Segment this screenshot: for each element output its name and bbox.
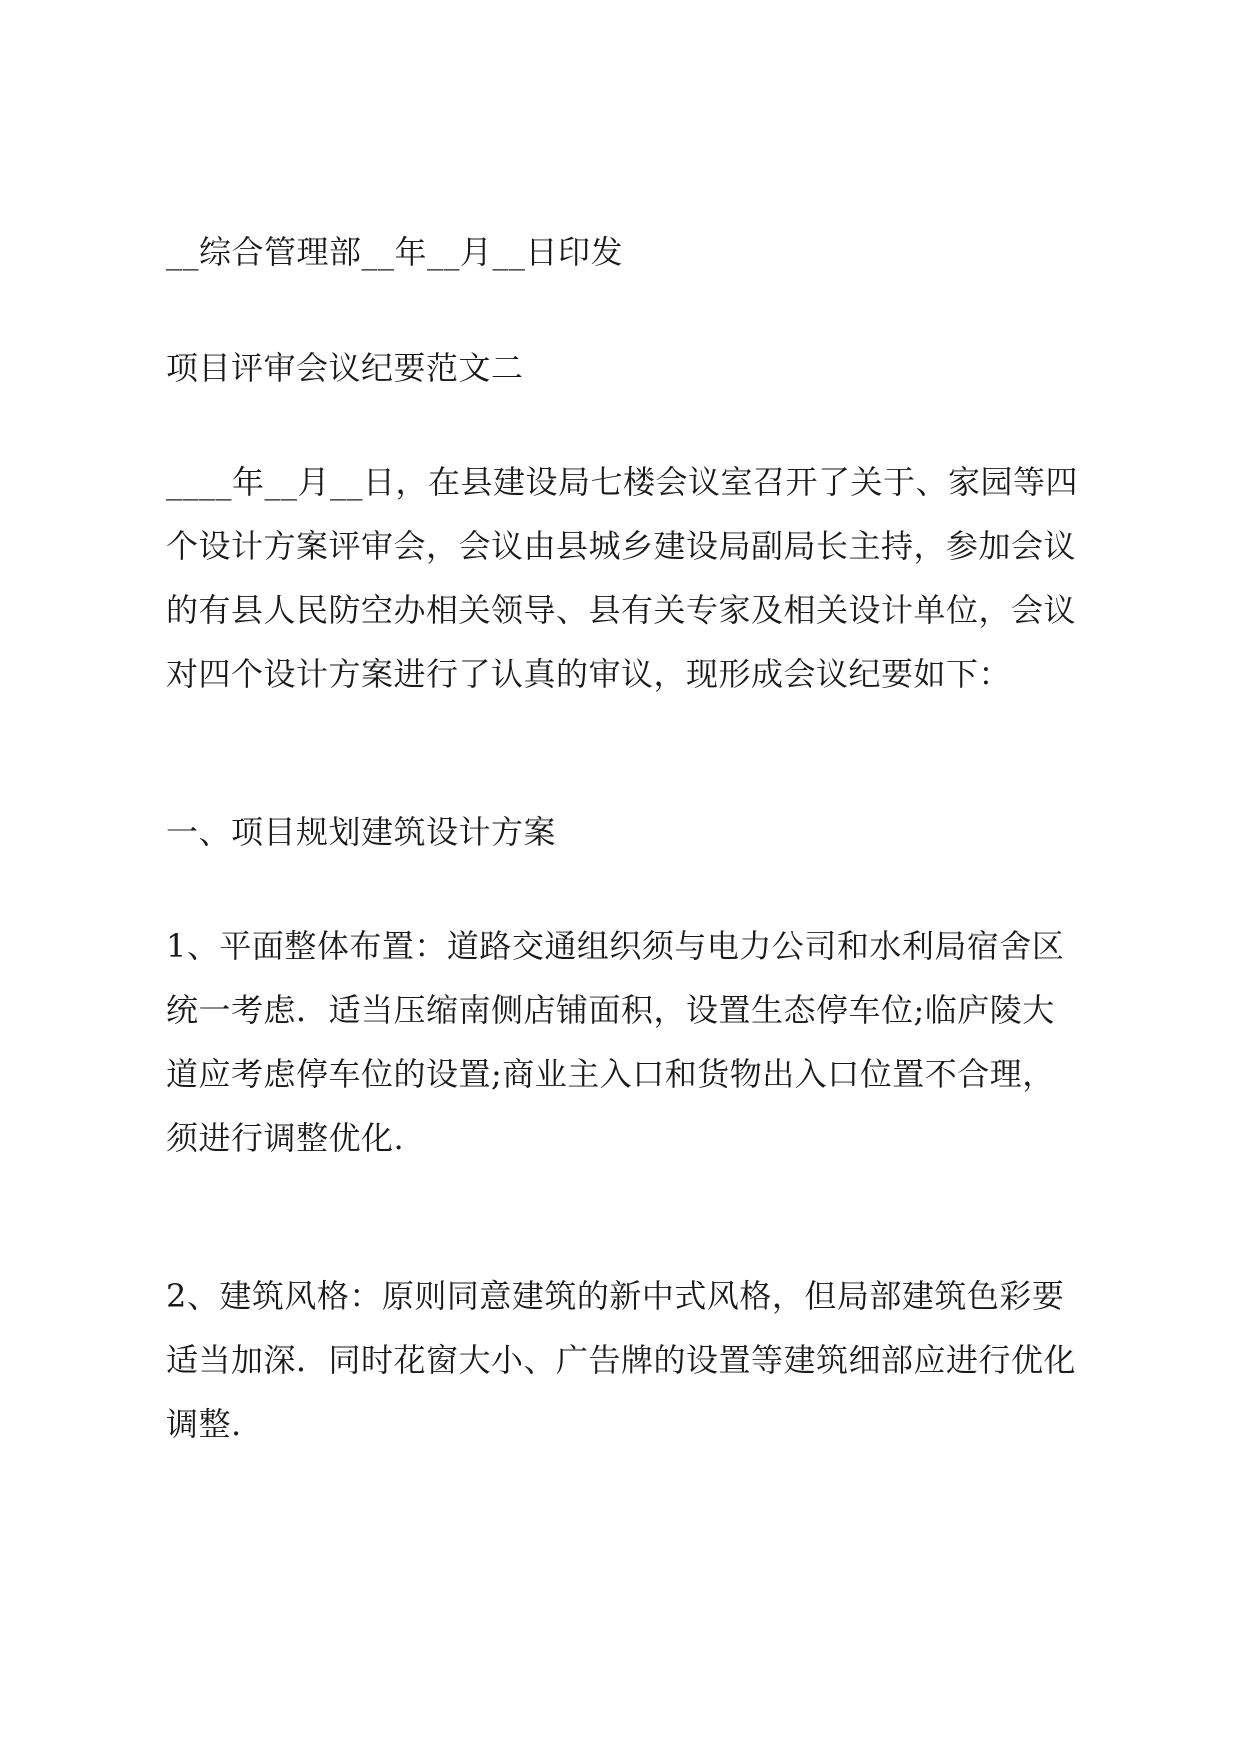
item-1-line: 1、平面整体布置：道路交通组织须与电力公司和水利局宿舍区 (166, 927, 1065, 965)
item-1-line: 道应考虑停车位的设置;商业主入口和货物出入口位置不合理， (166, 1055, 1055, 1093)
item-2-line: 适当加深．同时花窗大小、广告牌的设置等建筑细部应进行优化 (166, 1341, 1077, 1379)
item-2-line: 调整. (166, 1405, 242, 1443)
intro-line: ____年__月__日，在县建设局七楼会议室召开了关于、家园等四 (166, 463, 1079, 501)
item-1-line: 统一考虑．适当压缩南侧店铺面积，设置生态停车位;临庐陵大 (166, 991, 1055, 1029)
issue-line: __综合管理部__年__月__日印发 (166, 233, 624, 271)
item-2-paragraph (166, 1276, 1106, 1468)
item-2-line: 2、建筑风格：原则同意建筑的新中式风格，但局部建筑色彩要 (166, 1277, 1065, 1315)
item-1-line: 须进行调整优化. (166, 1119, 405, 1157)
section-title: 项目评审会议纪要范文二 (166, 349, 524, 387)
heading-1: 一、项目规划建筑设计方案 (166, 813, 557, 851)
intro-line: 的有县人民防空办相关领导、县有关专家及相关设计单位，会议 (166, 591, 1077, 629)
intro-line: 对四个设计方案进行了认真的审议，现形成会议纪要如下： (166, 655, 1012, 693)
intro-line: 个设计方案评审会，会议由县城乡建设局副局长主持，参加会议 (166, 527, 1077, 565)
item-1-paragraph (166, 926, 1106, 1182)
intro-paragraph (166, 462, 1106, 718)
